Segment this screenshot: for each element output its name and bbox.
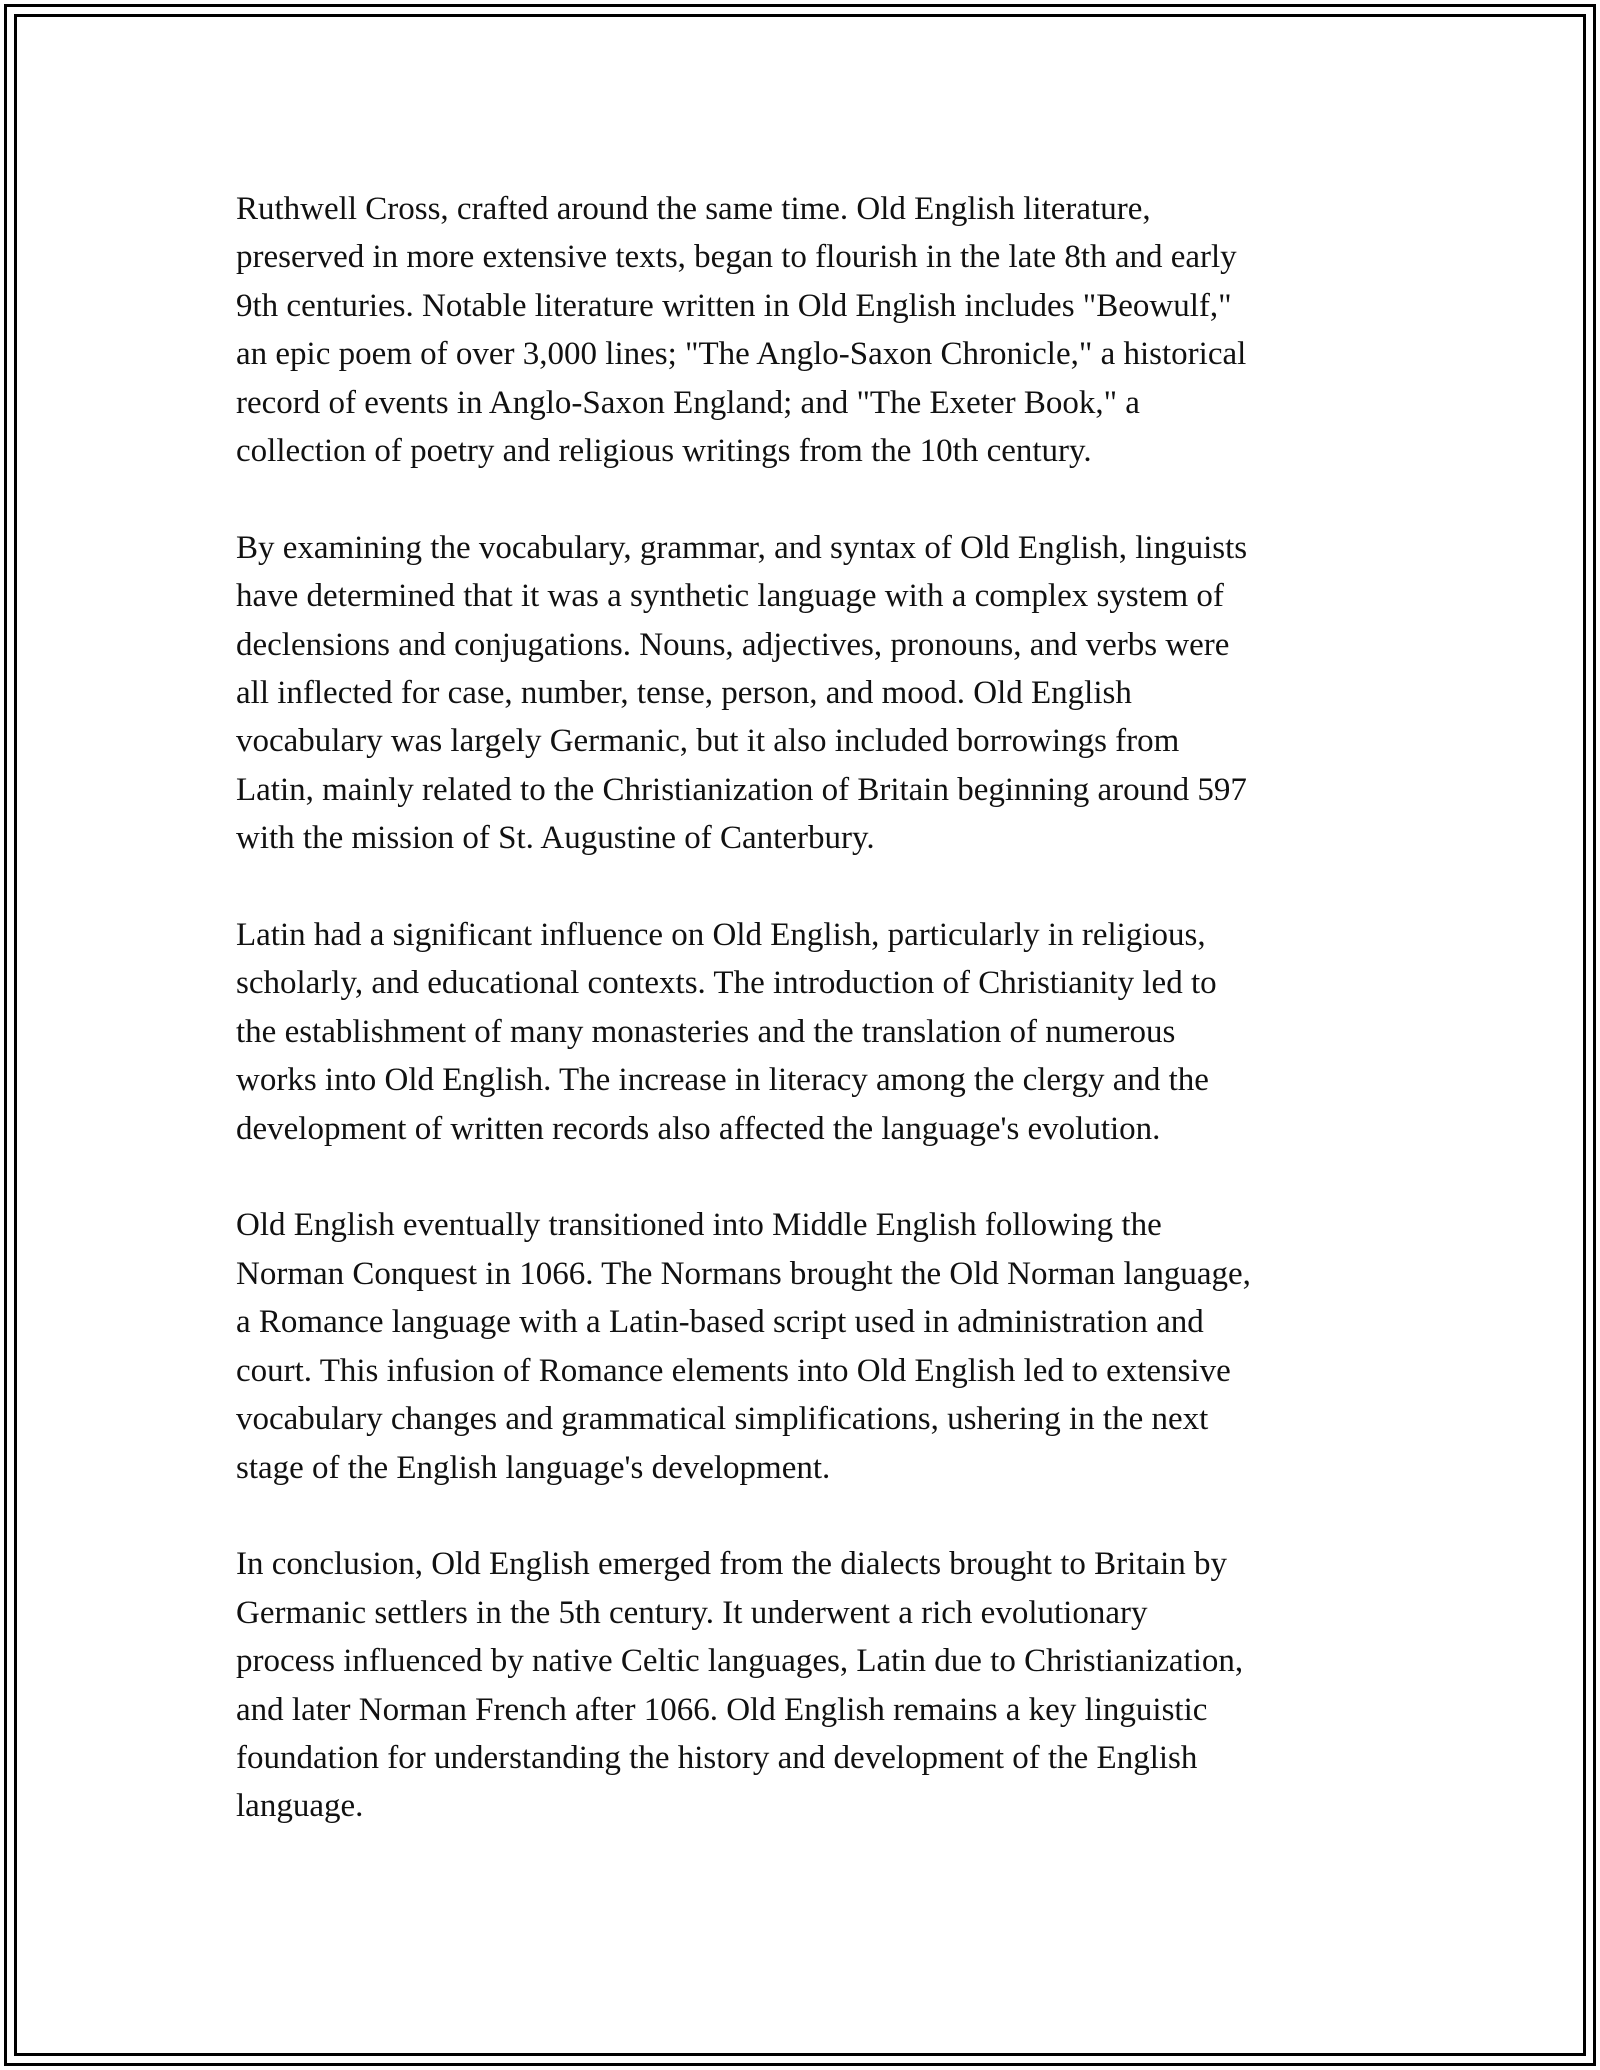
paragraph-ruthwell-cross: Ruthwell Cross, crafted around the same time. Old English literature, preserved in more extensive texts, began to flourish in the late 8th and early 9th centuries. Notable literature written in Old English includes "Beowulf," an epic poem of over 3,000 lines; "The Anglo-Saxon Chronicle," a historical record of events in Anglo-Saxon England; and "The Exeter Book," a collection of poetry and religious writings from the 10th century. (236, 191, 1247, 470)
paragraph-grammar: By examining the vocabulary, grammar, and syntax of Old English, linguists have determined that it was a synthetic language with a complex system of declensions and conjugations. Nouns, adjectives, pronouns, and verbs were all inflected for case, number, tense, person, and mood. Old English vocabulary was largely Germanic, but it also included borrowings from Latin, mainly related to the Christianization of Britain beginning around 597 with the mission of St. Augustine of Canterbury. (236, 529, 1248, 857)
paragraph-norman-conquest: Old English eventually transitioned into Middle English following the Norman Conquest in 1066. The Normans brought the Old Norman language, a Romance language with a Latin-based script used in administration and court. This infusion of Romance elements into Old English led to extensive vocabulary changes and grammatical simplifications, ushering in the next stage of the English language's development. (236, 1207, 1251, 1486)
document-body (236, 185, 1396, 1879)
paragraph-latin-influence: Latin had a significant influence on Old English, particularly in religious, scholarly, and educational contexts. The introduction of Christianity led to the establishment of many monasteries and the translation of numerous works into Old English. The increase in literacy among the clergy and the development of written records also affected the language's evolution. (236, 917, 1217, 1147)
paragraph-conclusion: In conclusion, Old English emerged from the dialects brought to Britain by Germanic settlers in the 5th century. It underwent a rich evolutionary process influenced by native Celtic languages, Latin due to Christianization, and later Norman French after 1066. Old English remains a key linguistic foundation for understanding the history and development of the English language. (236, 1546, 1244, 1825)
